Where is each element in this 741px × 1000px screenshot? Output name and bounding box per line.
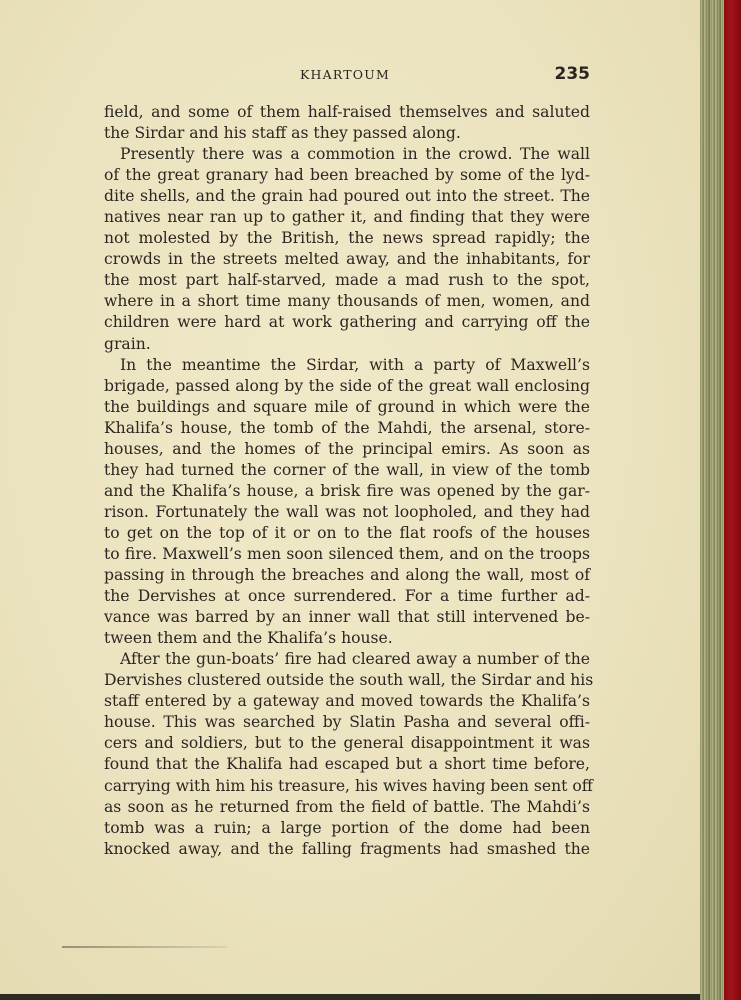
text-line: found that the Khalifa had escaped but a short time before, (104, 755, 590, 774)
text-line: tween them and the Khalifa’s house. (104, 629, 393, 648)
text-line: carrying with him his treasure, his wives having been sent off (104, 776, 593, 795)
page-edges (700, 0, 726, 1000)
text-line: After the gun-boats’ fire had cleared away a number of the (120, 650, 590, 669)
book-cover-edge (724, 0, 741, 1000)
text-line: grain. (104, 334, 151, 353)
text-line: as soon as he returned from the field of battle. The Mahdi’s (104, 797, 590, 816)
text-line: the Dervishes at once surrendered. For a time further ad- (104, 587, 590, 606)
text-line: to get on the top of it or on to the flat roofs of the houses (104, 523, 590, 542)
text-line: cers and soldiers, but to the general disappointment it was (104, 734, 590, 753)
text-line: house. This was searched by Slatin Pasha and several offi- (104, 713, 590, 732)
text-line: they had turned the corner of the wall, in view of the tomb (104, 460, 590, 479)
text-line: Khalifa’s house, the tomb of the Mahdi, the arsenal, store- (104, 418, 590, 437)
text-line: natives near ran up to gather it, and finding that they were (104, 208, 590, 227)
text-line: Dervishes clustered outside the south wall, the Sirdar and his (104, 671, 594, 690)
bottom-binding-strip (0, 994, 700, 1000)
text-line: vance was barred by an inner wall that still intervened be- (104, 608, 590, 627)
text-line: dite shells, and the grain had poured out into the street. The (104, 187, 590, 206)
body-text (104, 102, 594, 860)
text-line: field, and some of them half-raised themselves and saluted (104, 103, 590, 121)
text-line: passing in through the breaches and along the wall, most of (104, 566, 590, 585)
text-line: to fire. Maxwell’s men soon silenced them, and on the troops (104, 544, 590, 563)
text-line: crowds in the streets melted away, and the inhabitants, for (104, 250, 590, 269)
text-line: the buildings and square mile of ground in which were the (104, 397, 590, 416)
text-line: tomb was a ruin; a large portion of the dome had been (104, 818, 590, 837)
text-line: where in a short time many thousands of men, women, and (104, 292, 590, 311)
text-line: the Sirdar and his staff as they passed along. (104, 124, 461, 143)
text-line: children were hard at work gathering and carrying off the (104, 313, 590, 332)
text-line: knocked away, and the falling fragments had smashed the (104, 839, 590, 858)
text-line: and the Khalifa’s house, a brisk fire was opened by the gar- (104, 481, 590, 500)
text-line: brigade, passed along by the side of the great wall enclosing (104, 376, 590, 395)
running-head: KHARTOUM (300, 67, 390, 82)
text-line: the most part half-starved, made a mad rush to the spot, (104, 271, 590, 290)
text-line: Presently there was a commotion in the crowd. The wall (120, 145, 590, 164)
text-line: of the great granary had been breached by some of the lyd- (104, 166, 590, 185)
page-header (104, 64, 590, 84)
text-line: In the meantime the Sirdar, with a party of Maxwell’s (120, 355, 590, 374)
page-fold-shadow (62, 946, 227, 948)
page-number: 235 (554, 64, 590, 84)
text-line: staff entered by a gateway and moved towards the Khalifa’s (104, 692, 590, 711)
text-line: houses, and the homes of the principal emirs. As soon as (104, 439, 590, 458)
text-line: not molested by the British, the news spread rapidly; the (104, 229, 590, 248)
text-line: rison. Fortunately the wall was not loopholed, and they had (104, 502, 590, 521)
